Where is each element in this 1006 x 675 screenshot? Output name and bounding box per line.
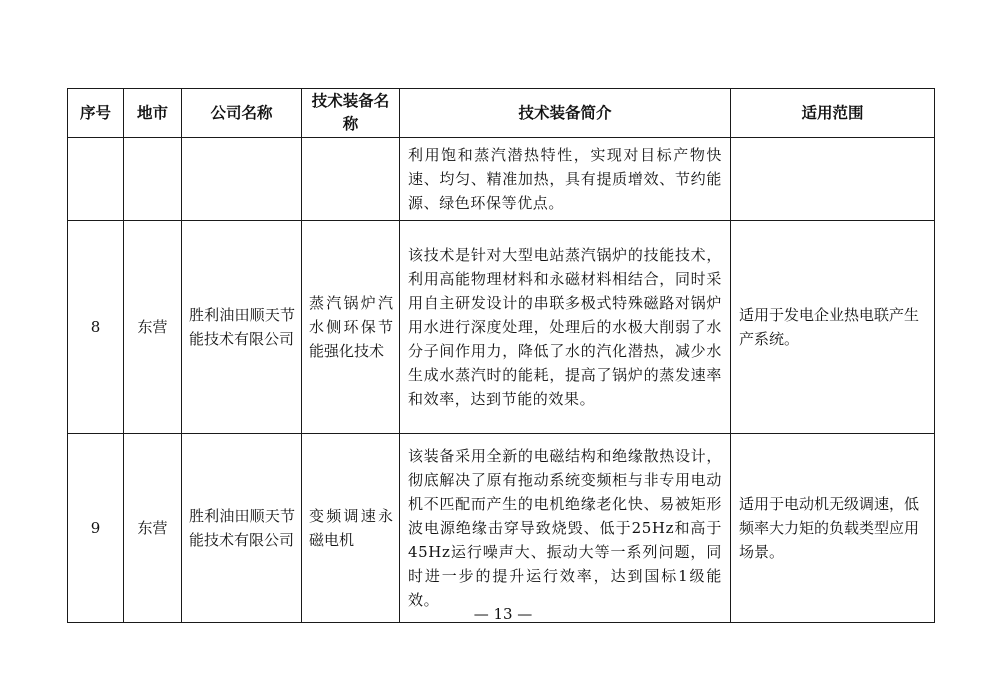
header-city: 地市 (124, 89, 182, 138)
header-equipment (302, 89, 400, 138)
header-scope: 适用范围 (731, 89, 935, 138)
table-row-continued (68, 138, 935, 221)
header-index: 序号 (68, 89, 124, 138)
cell-description: 该技术是针对大型电站蒸汽锅炉的技能技术，利用高能物理材料和永磁材料相结合，同时采用自主研发设计的串联多极式特殊磁路对锅炉用水进行深度处理，处理后的水极大削弱了水分子间作用力，降低了水的汽化潜热，减少水生成水蒸汽时的能耗，提高了锅炉的蒸发速率和效率，达到节能的效果。 (400, 221, 731, 434)
tech-equipment-table (67, 88, 935, 623)
cell-index: 8 (68, 221, 124, 434)
cell-scope (731, 138, 935, 221)
cell-company: 胜利油田顺天节能技术有限公司 (182, 434, 302, 623)
page-number: — 13 — (473, 605, 533, 623)
cell-company (182, 138, 302, 221)
cell-company: 胜利油田顺天节能技术有限公司 (182, 221, 302, 434)
cell-index: 9 (68, 434, 124, 623)
header-equipment-label: 技术装备名称 (311, 92, 390, 133)
cell-city: 东营 (124, 434, 182, 623)
cell-description: 利用饱和蒸汽潜热特性，实现对目标产物快速、均匀、精准加热，具有提质增效、节约能源、绿色环保等优点。 (400, 138, 731, 221)
cell-equipment (302, 138, 400, 221)
table-row (68, 221, 935, 434)
cell-scope: 适用于发电企业热电联产生产系统。 (731, 221, 935, 434)
cell-city: 东营 (124, 221, 182, 434)
cell-scope: 适用于电动机无级调速，低频率大力矩的负载类型应用场景。 (731, 434, 935, 623)
table-row (68, 434, 935, 623)
table-header-row (68, 89, 935, 138)
cell-city (124, 138, 182, 221)
cell-description: 该装备采用全新的电磁结构和绝缘散热设计，彻底解决了原有拖动系统变频柜与非专用电动机不匹配而产生的电机绝缘老化快、易被矩形波电源绝缘击穿导致烧毁、低于25Hz和高于45Hz运行噪声大、振动大等一系列问题，同时进一步的提升运行效率，达到国标1级能效。 (400, 434, 731, 623)
cell-equipment: 蒸汽锅炉汽水侧环保节能强化技术 (302, 221, 400, 434)
header-description: 技术装备简介 (400, 89, 731, 138)
cell-index (68, 138, 124, 221)
header-company: 公司名称 (182, 89, 302, 138)
cell-equipment: 变频调速永磁电机 (302, 434, 400, 623)
